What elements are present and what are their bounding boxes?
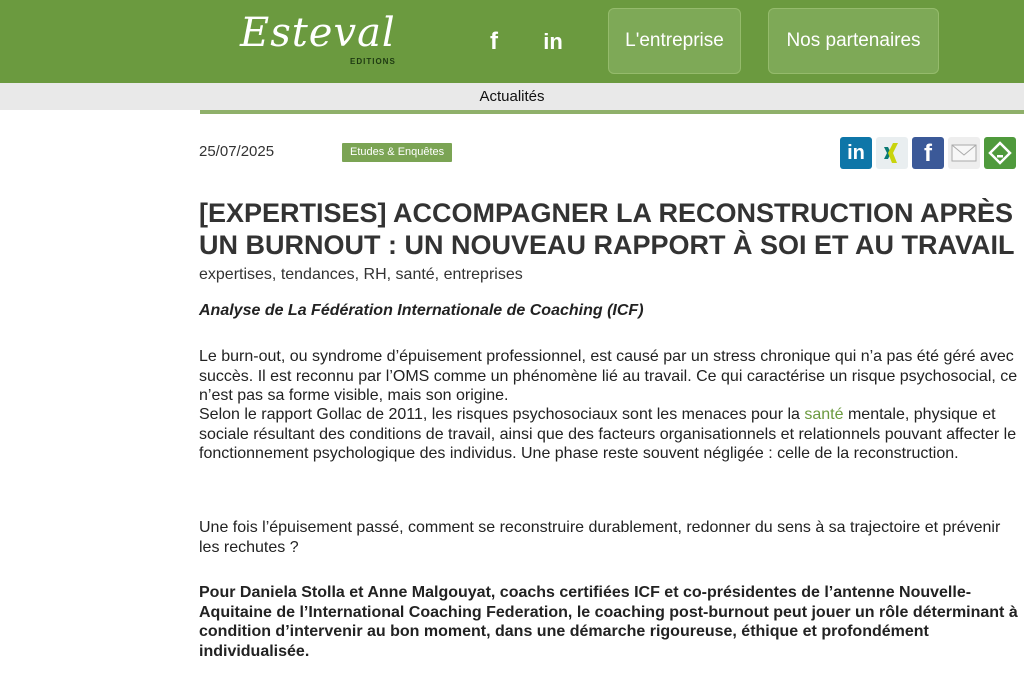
paragraph-2-text-end: mentale, physique et sociale résultant des conditions de travail, ainsi que des facteurs organisationnels et relationnels pouvant affecter le fonctionnement psychologique des individus. Une phase reste souvent négligée : celle de la reconstruction. bbox=[199, 406, 1017, 462]
paragraph-2-text-start: Selon le rapport Gollac de 2011, les risques psychosociaux sont les menaces pour la bbox=[199, 406, 805, 423]
article-paragraph-1: Le burn-out, ou syndrome d’épuisement professionnel, est causé par un stress chronique qui n’a pas été géré avec succès. Il est reconnu par l’OMS comme un phénomène lié au travail. Ce qui caractérise un risque psychosocial, ce n’est pas sa forme visible, mais son origine. bbox=[199, 348, 1018, 404]
sante-link[interactable]: santé bbox=[804, 406, 844, 423]
site-logo[interactable] bbox=[240, 10, 410, 70]
logo-text: Esteval bbox=[240, 10, 396, 56]
subnav-divider bbox=[200, 110, 1024, 114]
article-paragraph-2 bbox=[199, 405, 1019, 464]
subnav-actualites-link[interactable]: Actualités bbox=[479, 88, 545, 105]
mail-share-icon[interactable] bbox=[948, 137, 980, 169]
nav-partenaires-button[interactable]: Nos partenaires bbox=[768, 8, 939, 74]
feedly-share-icon[interactable] bbox=[984, 137, 1016, 169]
facebook-share-icon[interactable]: f bbox=[912, 137, 944, 169]
article-title: [EXPERTISES] ACCOMPAGNER LA RECONSTRUCTION APRÈS UN BURNOUT : UN NOUVEAU RAPPORT À SOI ET AU TRAVAIL bbox=[199, 198, 1015, 260]
xing-share-icon[interactable] bbox=[876, 137, 908, 169]
article-tags: expertises, tendances, RH, santé, entreprises bbox=[199, 266, 523, 283]
linkedin-icon[interactable]: in bbox=[543, 29, 563, 54]
article-paragraph-3: Une fois l’épuisement passé, comment se reconstruire durablement, redonner du sens à sa trajectoire et prévenir les rechutes ? bbox=[199, 519, 1001, 556]
facebook-icon[interactable]: f bbox=[490, 28, 498, 55]
nav-entreprise-button[interactable]: L'entreprise bbox=[608, 8, 741, 74]
category-badge[interactable]: Etudes & Enquêtes bbox=[342, 143, 452, 162]
subnav-bar bbox=[0, 83, 1024, 110]
linkedin-share-icon[interactable]: in bbox=[840, 137, 872, 169]
article-subtitle: Analyse de La Fédération Internationale de Coaching (ICF) bbox=[199, 302, 644, 319]
article-date: 25/07/2025 bbox=[199, 143, 275, 160]
logo-subtitle: EDITIONS bbox=[350, 57, 396, 66]
site-header bbox=[0, 0, 1024, 83]
article-paragraph-4: Pour Daniela Stolla et Anne Malgouyat, coachs certifiées ICF et co-présidentes de l’antenne Nouvelle-Aquitaine de l’International Coaching Federation, le coaching post-burnout peut jouer un rôle déterminant à condition d’intervenir au bon moment, dans une démarche rigoureuse, éthique et profondément individualisée. bbox=[199, 584, 1018, 660]
